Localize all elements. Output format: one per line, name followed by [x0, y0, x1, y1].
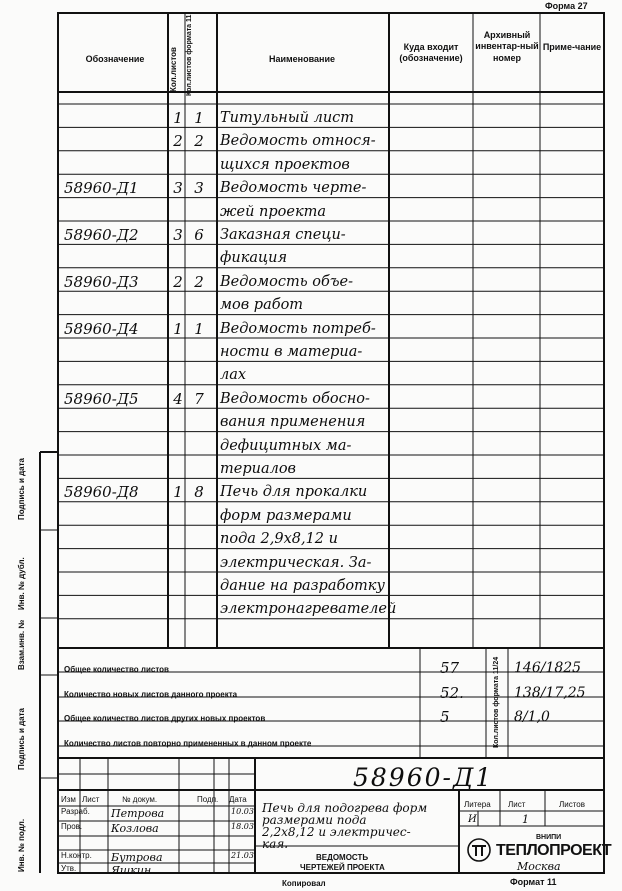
- header-sheets-count: Кол.листов: [169, 47, 178, 92]
- row-name: фикация: [220, 250, 288, 267]
- summary-rotated-header: Кол.листов формата 11/24: [493, 656, 500, 748]
- description-line: Печь для подогрева форм: [262, 801, 428, 815]
- header-where-used: Куда входит (обозначение): [399, 42, 463, 64]
- description-line: 2,2х8,12 и электричес-: [262, 825, 411, 839]
- row-designation: 58960-Д5: [64, 389, 139, 408]
- row-format11: 1: [194, 109, 204, 127]
- side-label: Взам.инв. №: [17, 619, 26, 670]
- person-role: Пров.: [61, 822, 83, 831]
- row-name: Ведомость обосно-: [220, 390, 370, 407]
- person-role: Разраб.: [61, 807, 90, 816]
- summary-format11: 138/17,25: [514, 685, 586, 701]
- row-name: Заказная специ-: [220, 227, 346, 243]
- summary-total: 5: [440, 708, 450, 726]
- summary-format11: 8/1,0: [514, 709, 550, 725]
- description-line: кая.: [262, 837, 289, 851]
- header-designation: Обозначение: [85, 54, 145, 64]
- col-list: Лист: [82, 795, 100, 804]
- row-sheets: 3: [173, 226, 183, 244]
- person-date: 18.03: [231, 822, 254, 831]
- row-name: Титульный лист: [220, 110, 355, 126]
- header-archive-no: Архивный инвентар-ный номер: [475, 30, 539, 63]
- row-name: дефицитных ма-: [220, 437, 352, 454]
- row-designation: 58960-Д3: [64, 272, 139, 291]
- row-format11: 8: [194, 483, 204, 502]
- org-name: ТЕПЛОПРОЕКТ: [496, 842, 612, 859]
- row-name: териалов: [220, 461, 296, 477]
- col-sign: Подп.: [197, 795, 219, 804]
- header-note: Приме-чание: [542, 42, 602, 52]
- summary-format11: 146/1825: [514, 660, 582, 676]
- summary-total: 52.: [440, 684, 464, 702]
- row-name: Ведомость объе-: [220, 273, 354, 290]
- row-sheets: 1: [173, 319, 183, 338]
- summary-label: Общее количество листов: [64, 665, 169, 674]
- summary-label: Общее количество листов других новых проектов: [64, 714, 266, 723]
- row-name: вания применения: [220, 414, 366, 431]
- summary-label: Количество новых листов данного проекта: [64, 690, 238, 699]
- row-name: дание на разработку: [220, 578, 385, 594]
- row-name: щихся проектов: [220, 156, 350, 173]
- row-format11: 1: [194, 319, 204, 338]
- person-date: 21.03: [231, 851, 254, 860]
- summary-label: Количество листов повторно примененных в данном проекте: [64, 739, 312, 748]
- row-name: Ведомость потреб-: [220, 320, 376, 337]
- row-name: мов работ: [220, 297, 304, 314]
- row-name: ности в материа-: [220, 344, 363, 360]
- row-sheets: 3: [173, 179, 183, 198]
- col-date: Дата: [229, 795, 247, 804]
- sheets-label: Листов: [559, 800, 585, 809]
- form-label: Форма 27: [545, 1, 588, 11]
- summary-total: 57: [440, 659, 460, 677]
- side-label: Подпись и дата: [17, 458, 26, 520]
- row-sheets: 2: [173, 272, 183, 291]
- row-name: Ведомость черте-: [220, 180, 367, 197]
- person-role: Н.контр.: [61, 851, 92, 860]
- row-designation: 58960-Д8: [64, 483, 139, 502]
- row-name: жей проекта: [220, 203, 326, 220]
- header-name: Наименование: [268, 54, 336, 64]
- row-name: форм размерами: [220, 507, 352, 524]
- side-label: Подпись и дата: [17, 708, 26, 770]
- row-name: пода 2,9х8,12 и: [220, 531, 338, 548]
- doc-title-line1: ВЕДОМОСТЬ: [316, 853, 369, 862]
- row-designation: 58960-Д1: [64, 179, 139, 198]
- org-small: ВНИПИ: [536, 834, 562, 841]
- col-doc-no: № докум.: [122, 795, 158, 804]
- copied-label: Копировал: [282, 879, 326, 888]
- row-name: электронагревателей: [220, 601, 397, 618]
- col-izm: Изм: [61, 795, 76, 804]
- row-sheets: 4: [173, 389, 183, 408]
- row-sheets: 1: [173, 483, 183, 502]
- header-sheets-format: Кол.листов формата 11: [186, 14, 193, 96]
- row-name: электрическая. За-: [220, 554, 372, 571]
- row-format11: 3: [194, 179, 204, 198]
- description-line: размерами пода: [262, 813, 367, 827]
- row-sheets: 1: [173, 109, 183, 127]
- row-name: лах: [220, 367, 247, 384]
- person-name: Петрова: [111, 807, 165, 820]
- person-name: Козлова: [111, 822, 159, 835]
- row-name: Печь для прокалки: [220, 484, 368, 501]
- row-sheets: 2: [173, 132, 183, 151]
- format-label: Формат 11: [510, 877, 557, 887]
- person-name: Яшкин: [111, 864, 152, 877]
- row-format11: 7: [194, 389, 204, 408]
- row-format11: 2: [194, 132, 204, 151]
- litera-label: Литера: [464, 800, 491, 809]
- side-label: Инв. № подл.: [17, 818, 26, 872]
- person-name: Бутрова: [111, 851, 163, 864]
- row-designation: 58960-Д2: [64, 226, 139, 244]
- row-format11: 6: [194, 226, 204, 244]
- doc-number: 58960-Д1: [353, 763, 494, 792]
- person-date: 10.03: [231, 807, 254, 816]
- sheet-value: 1: [522, 813, 529, 826]
- row-designation: 58960-Д4: [64, 319, 139, 338]
- litera-value: И: [468, 814, 477, 825]
- sheet-label: Лист: [508, 800, 526, 809]
- row-name: Ведомость относя-: [220, 133, 376, 150]
- doc-title-line2: ЧЕРТЕЖЕЙ ПРОЕКТА: [300, 863, 385, 872]
- person-role: Утв.: [61, 864, 77, 873]
- side-label: Инв. № дубл.: [17, 557, 26, 610]
- org-city: Москва: [517, 860, 561, 873]
- row-format11: 2: [194, 272, 204, 291]
